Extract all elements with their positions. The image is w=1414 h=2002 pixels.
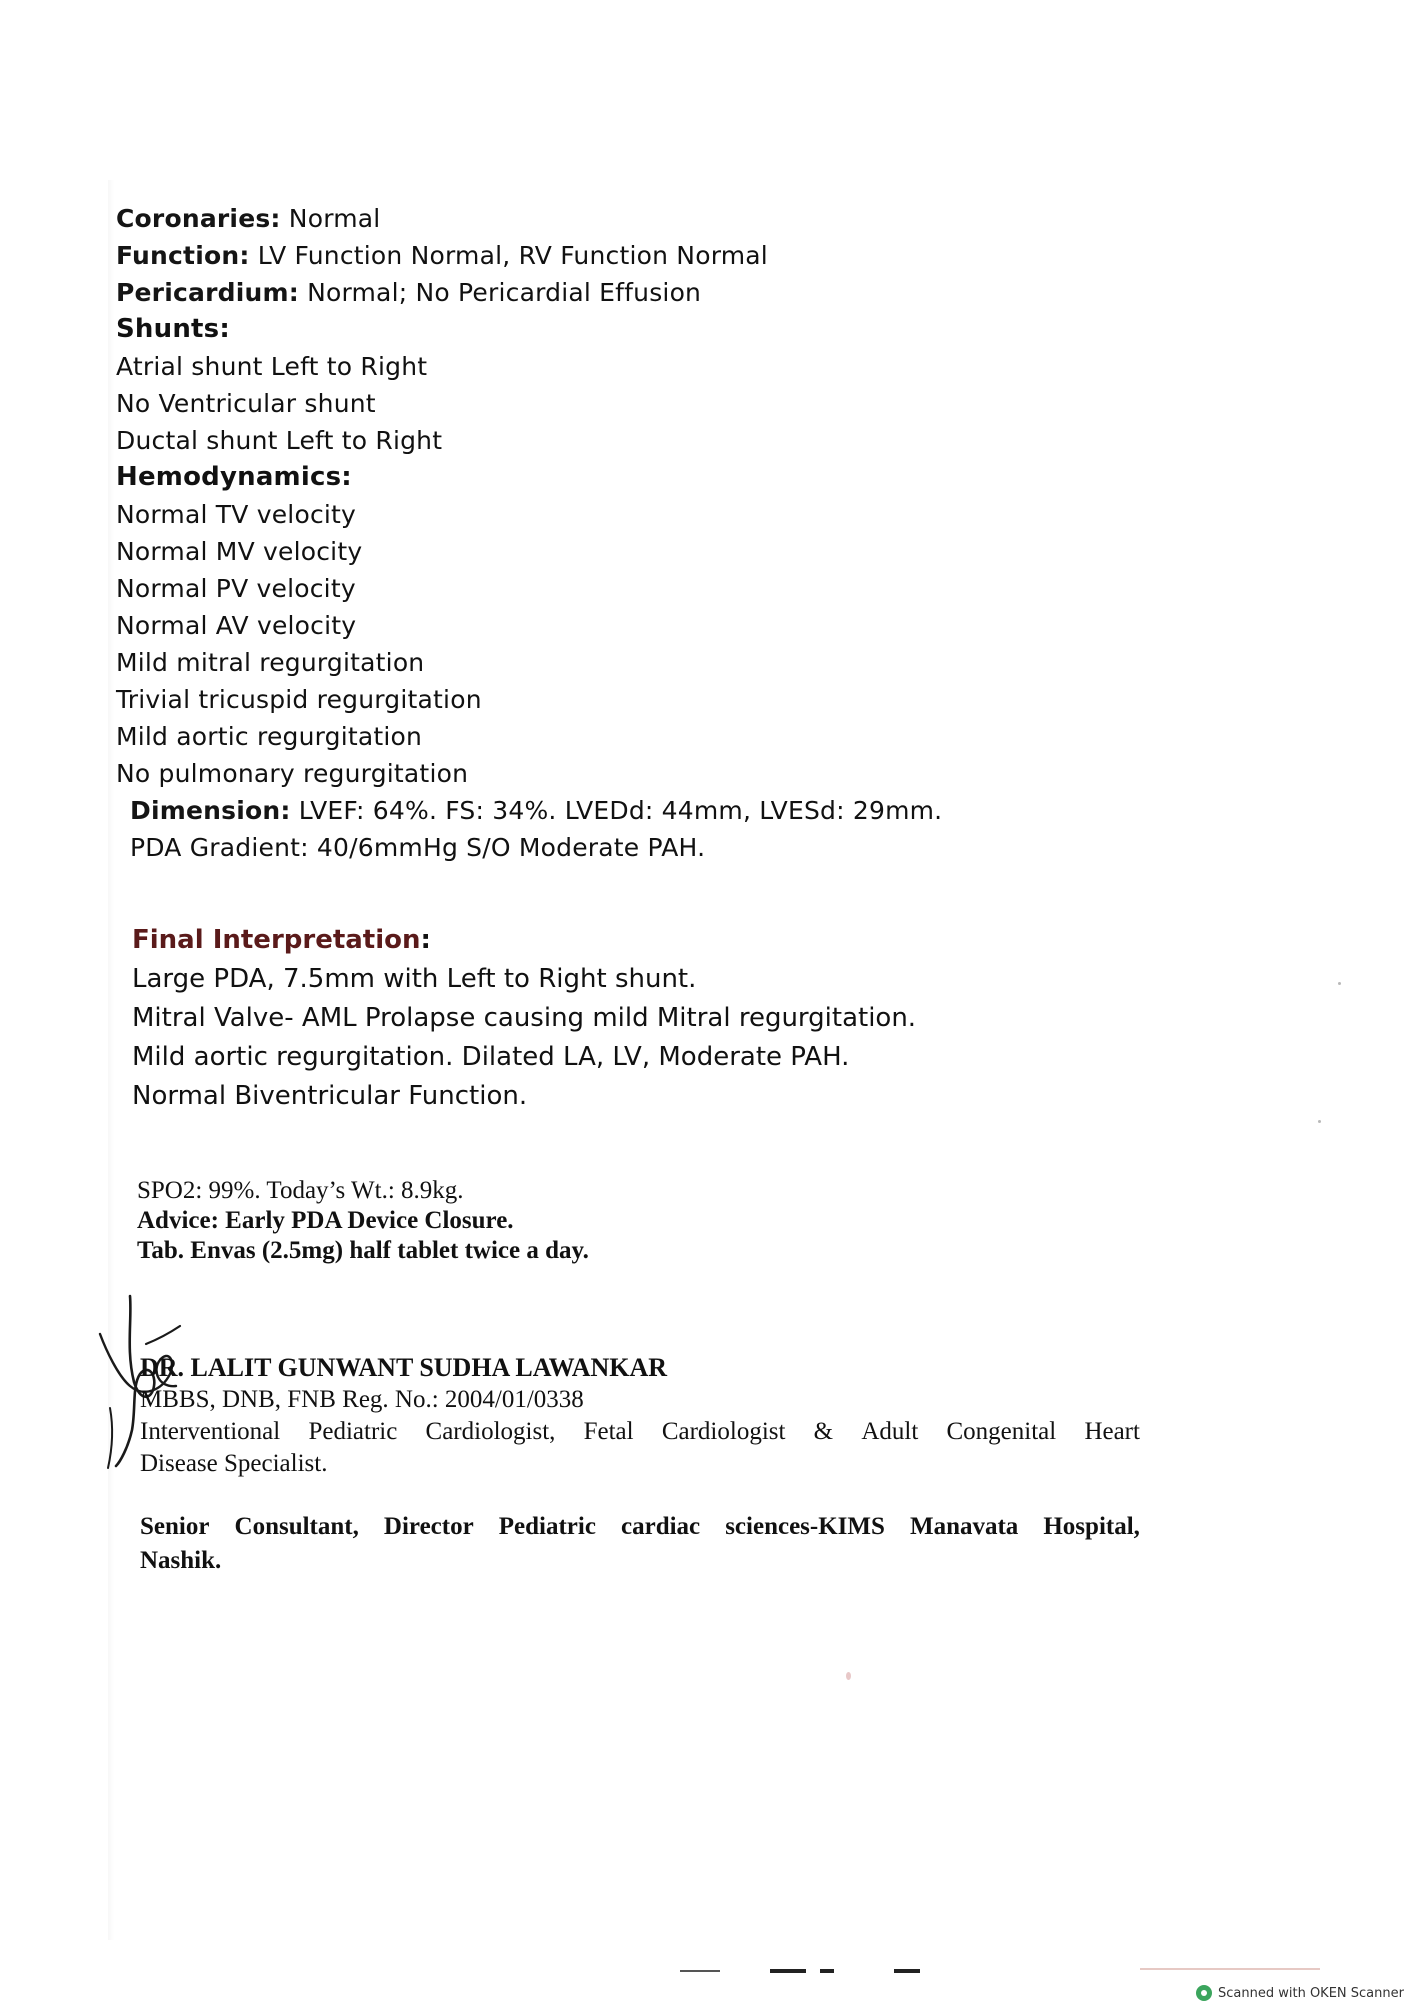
doctor-specialty-continuation: Disease Specialist. [140, 1450, 328, 1477]
doctor-position-city: Nashik. [140, 1547, 222, 1574]
function-value: LV Function Normal, RV Function Normal [257, 241, 768, 270]
scan-footer-rule [1140, 1968, 1320, 1970]
scanner-watermark [1196, 1984, 1404, 2002]
coronaries-line [116, 200, 1116, 237]
doctor-specialty-line [140, 1416, 1140, 1448]
coronaries-value: Normal [288, 204, 381, 233]
specialty-word: & [813, 1418, 834, 1445]
specialty-word: Interventional [140, 1418, 281, 1445]
coronaries-label: Coronaries: [116, 204, 281, 233]
specialty-word: Congenital [946, 1418, 1057, 1445]
scan-edge-shadow [108, 180, 114, 1940]
pda-gradient-line: PDA Gradient: 40/6mmHg S/O Moderate PAH. [130, 833, 706, 862]
spo2-weight-line: SPO2: 99%. Today’s Wt.: 8.9kg. [137, 1177, 464, 1204]
dimension-label: Dimension: [130, 796, 291, 825]
position-word: Consultant, [234, 1513, 359, 1540]
function-line [116, 237, 1116, 274]
shunt-item: No Ventricular shunt [116, 389, 376, 418]
scan-speck [1318, 1120, 1321, 1123]
shunt-item: Ductal shunt Left to Right [116, 426, 443, 455]
function-label: Function: [116, 241, 250, 270]
dimension-line [116, 792, 1116, 829]
position-word: Pediatric [498, 1513, 596, 1540]
pericardium-value: Normal; No Pericardial Effusion [307, 278, 702, 307]
position-word: Hospital, [1043, 1513, 1140, 1540]
hemodynamics-item: Normal TV velocity [116, 500, 357, 529]
spacer [140, 1480, 1150, 1510]
doctor-qualifications: MBBS, DNB, FNB Reg. No.: 2004/01/0338 [140, 1386, 584, 1413]
oken-scanner-logo-icon [1196, 1985, 1212, 2001]
hemodynamics-item: Normal MV velocity [116, 537, 363, 566]
final-interpretation-title: Final Interpretation [132, 925, 421, 955]
hemodynamics-item: Mild mitral regurgitation [116, 648, 425, 677]
position-word: Senior [140, 1513, 210, 1540]
hemodynamics-heading: Hemodynamics: [116, 462, 352, 492]
specialty-word: Fetal [583, 1418, 634, 1445]
doctor-signature-block [140, 1352, 1150, 1578]
specialty-word: Cardiologist, [425, 1418, 556, 1445]
position-word: Manavata [909, 1513, 1019, 1540]
hemodynamics-item: Normal PV velocity [116, 574, 356, 603]
scan-footer-marks [680, 1968, 940, 1974]
scan-speck [1338, 982, 1341, 985]
shunt-item: Atrial shunt Left to Right [116, 352, 428, 381]
dimension-value: LVEF: 64%. FS: 34%. LVEDd: 44mm, LVESd: 29mm. [298, 796, 943, 825]
final-interpretation-heading [132, 920, 1032, 960]
pericardium-line [116, 274, 1116, 311]
interpretation-line: Normal Biventricular Function. [132, 1081, 528, 1111]
specialty-word: Heart [1084, 1418, 1140, 1445]
advice-line: Advice: Early PDA Device Closure. [137, 1207, 514, 1234]
specialty-word: Cardiologist [661, 1418, 786, 1445]
heading-colon: : [420, 925, 431, 955]
hemodynamics-item: Normal AV velocity [116, 611, 357, 640]
pericardium-label: Pericardium: [116, 278, 299, 307]
interpretation-line: Mitral Valve- AML Prolapse causing mild Mitral regurgitation. [132, 1003, 917, 1033]
interpretation-line: Mild aortic regurgitation. Dilated LA, LV, Moderate PAH. [132, 1042, 850, 1072]
hemodynamics-item: No pulmonary regurgitation [116, 759, 469, 788]
position-word: Director [383, 1513, 474, 1540]
medication-line: Tab. Envas (2.5mg) half tablet twice a day. [137, 1237, 589, 1264]
specialty-word: Adult [861, 1418, 919, 1445]
doctor-position-line [140, 1510, 1140, 1544]
final-interpretation [132, 920, 1032, 1116]
hemodynamics-item: Mild aortic regurgitation [116, 722, 423, 751]
hemodynamics-item: Trivial tricuspid regurgitation [116, 685, 482, 714]
vitals-advice [137, 1176, 837, 1266]
shunts-heading: Shunts: [116, 314, 230, 344]
doctor-name: DR. LALIT GUNWANT SUDHA LAWANKAR [140, 1353, 668, 1382]
echo-findings [116, 200, 1116, 866]
specialty-word: Pediatric [308, 1418, 398, 1445]
scan-speck [846, 1672, 851, 1680]
interpretation-line: Large PDA, 7.5mm with Left to Right shunt. [132, 964, 697, 994]
scanner-text: Scanned with OKEN Scanner [1218, 1985, 1404, 2001]
position-word: sciences-KIMS [725, 1513, 885, 1540]
position-word: cardiac [621, 1513, 701, 1540]
